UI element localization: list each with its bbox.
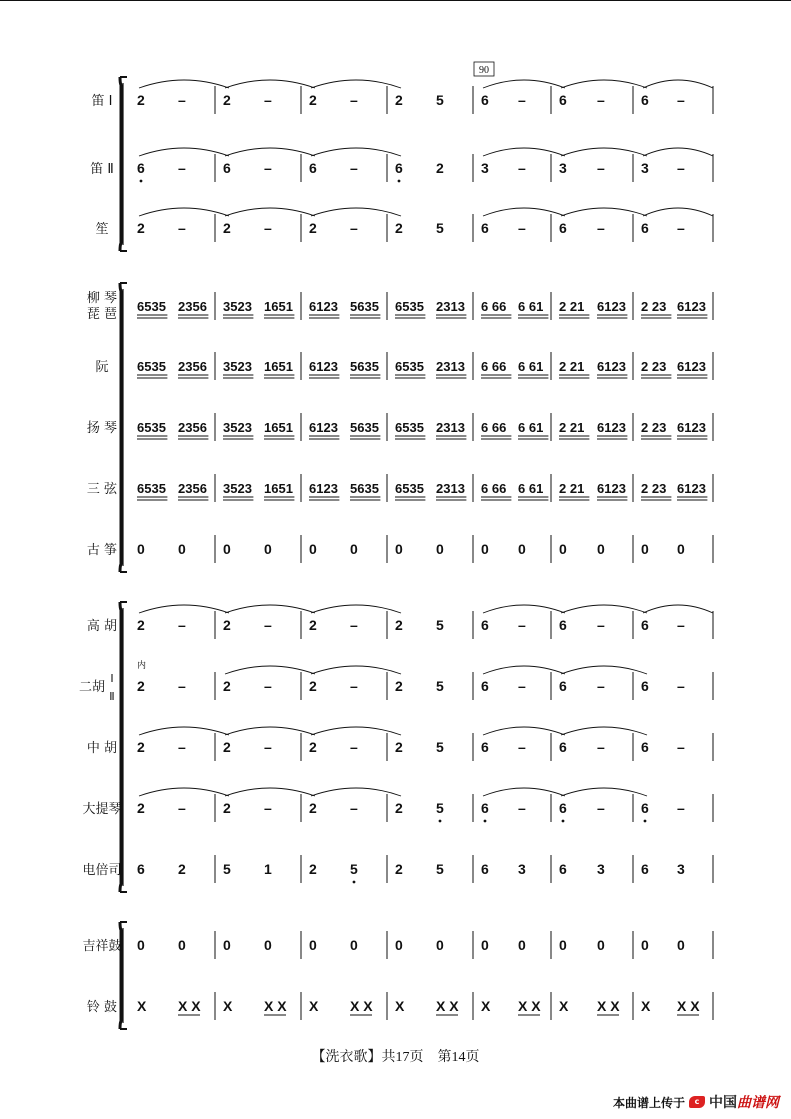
octave-dot-low bbox=[439, 820, 442, 823]
performance-annotation: 内 bbox=[137, 661, 147, 671]
note: X bbox=[395, 998, 405, 1014]
instrument-name: 古 筝 bbox=[86, 543, 118, 558]
note: 0 bbox=[178, 937, 186, 953]
tie-arc bbox=[561, 727, 647, 735]
note-group: 5635 bbox=[350, 420, 379, 435]
credit-label: 本曲谱上传于 bbox=[612, 1095, 685, 1110]
note: 0 bbox=[223, 937, 231, 953]
note: 0 bbox=[677, 541, 685, 557]
dash-extension: – bbox=[518, 160, 526, 176]
note: 3 bbox=[559, 160, 567, 176]
dash-extension: – bbox=[264, 617, 272, 633]
note: 2 bbox=[137, 220, 145, 236]
note: 5 bbox=[436, 861, 444, 877]
instrument-name: 琵 琶 bbox=[86, 307, 118, 322]
tie-arc bbox=[483, 148, 565, 156]
tie-arc bbox=[483, 727, 565, 735]
dash-extension: – bbox=[264, 92, 272, 108]
octave-dot-low bbox=[562, 820, 565, 823]
note: 6 bbox=[641, 617, 649, 633]
note: 0 bbox=[597, 937, 605, 953]
dash-extension: – bbox=[597, 800, 605, 816]
note: 0 bbox=[597, 541, 605, 557]
note-group: 1651 bbox=[264, 359, 293, 374]
note: 6 bbox=[137, 160, 145, 176]
note-group: 5635 bbox=[350, 359, 379, 374]
note: 2 bbox=[395, 617, 403, 633]
note-group: 6123 bbox=[677, 359, 706, 374]
note: 0 bbox=[395, 541, 403, 557]
note: 5 bbox=[223, 861, 231, 877]
note-group: 6123 bbox=[309, 359, 338, 374]
note-group: 2 23 bbox=[641, 359, 667, 374]
note: 5 bbox=[436, 617, 444, 633]
note-group: 1651 bbox=[264, 420, 293, 435]
tie-arc bbox=[643, 605, 713, 613]
note: 2 bbox=[309, 92, 317, 108]
dash-extension: – bbox=[178, 160, 186, 176]
dash-extension: – bbox=[597, 92, 605, 108]
note: 0 bbox=[436, 541, 444, 557]
instrument-name-sub: Ⅱ bbox=[109, 691, 115, 703]
note: 2 bbox=[309, 678, 317, 694]
note-group: 6535 bbox=[395, 481, 424, 496]
tie-arc bbox=[561, 666, 647, 674]
note-group: 5635 bbox=[350, 299, 379, 314]
note: 6 bbox=[641, 861, 649, 877]
note: 6 bbox=[559, 220, 567, 236]
octave-dot-low bbox=[140, 180, 143, 183]
note-group: 2356 bbox=[178, 420, 207, 435]
note: 6 bbox=[481, 617, 489, 633]
note: 5 bbox=[436, 92, 444, 108]
note-group: 6535 bbox=[395, 359, 424, 374]
instrument-name: 笙 bbox=[95, 222, 109, 237]
note: 2 bbox=[223, 739, 231, 755]
note: 0 bbox=[223, 541, 231, 557]
note: 6 bbox=[641, 92, 649, 108]
note: X bbox=[309, 998, 319, 1014]
note: 2 bbox=[395, 800, 403, 816]
note-group: 6123 bbox=[309, 420, 338, 435]
note: 2 bbox=[309, 617, 317, 633]
dash-extension: – bbox=[264, 678, 272, 694]
dash-extension: – bbox=[264, 800, 272, 816]
note: 6 bbox=[559, 678, 567, 694]
note: 6 bbox=[481, 861, 489, 877]
note-group: 2313 bbox=[436, 299, 465, 314]
note: 0 bbox=[436, 937, 444, 953]
instrument-name: 阮 bbox=[95, 360, 109, 375]
note-group: 2356 bbox=[178, 359, 207, 374]
dash-extension: – bbox=[518, 617, 526, 633]
note-group: 2313 bbox=[436, 481, 465, 496]
note: 6 bbox=[641, 739, 649, 755]
dash-extension: – bbox=[178, 617, 186, 633]
note: 0 bbox=[264, 937, 272, 953]
instrument-name: 笛 Ⅰ bbox=[91, 94, 113, 109]
note: 3 bbox=[481, 160, 489, 176]
note-group: 2 23 bbox=[641, 420, 667, 435]
note-group: 6123 bbox=[309, 481, 338, 496]
note: 6 bbox=[223, 160, 231, 176]
note: 6 bbox=[481, 92, 489, 108]
dash-extension: – bbox=[597, 617, 605, 633]
instrument-name: 扬 琴 bbox=[86, 421, 118, 436]
instrument-name: 中 胡 bbox=[86, 741, 118, 756]
note: 6 bbox=[559, 861, 567, 877]
note-group: 3523 bbox=[223, 481, 252, 496]
note: 0 bbox=[518, 541, 526, 557]
note-group: 2 21 bbox=[559, 299, 585, 314]
dash-extension: – bbox=[178, 800, 186, 816]
note: 2 bbox=[137, 678, 145, 694]
note: 0 bbox=[481, 541, 489, 557]
note-group: 1651 bbox=[264, 481, 293, 496]
note-group: 6123 bbox=[309, 299, 338, 314]
note-group: 6 61 bbox=[518, 481, 544, 496]
dash-extension: – bbox=[597, 739, 605, 755]
note: 2 bbox=[223, 92, 231, 108]
dash-extension: – bbox=[677, 160, 685, 176]
note: 6 bbox=[481, 800, 489, 816]
note-group: 6535 bbox=[137, 481, 166, 496]
note: 6 bbox=[481, 739, 489, 755]
note: 0 bbox=[309, 937, 317, 953]
note-group: 6123 bbox=[597, 299, 626, 314]
note-group: 6 61 bbox=[518, 420, 544, 435]
note: 2 bbox=[223, 220, 231, 236]
note: 6 bbox=[309, 160, 317, 176]
octave-dot-low bbox=[484, 820, 487, 823]
dash-extension: – bbox=[518, 678, 526, 694]
dash-extension: – bbox=[518, 92, 526, 108]
dash-extension: – bbox=[350, 617, 358, 633]
note: 2 bbox=[309, 861, 317, 877]
note: 0 bbox=[559, 541, 567, 557]
note-group: 6 61 bbox=[518, 299, 544, 314]
note: 6 bbox=[481, 678, 489, 694]
note: 2 bbox=[395, 739, 403, 755]
dash-extension: – bbox=[677, 678, 685, 694]
note-group: 6535 bbox=[137, 420, 166, 435]
instrument-name: 铃 鼓 bbox=[86, 1000, 118, 1015]
note-group: 2356 bbox=[178, 481, 207, 496]
site-logo-text: 中国曲谱网 bbox=[709, 1095, 779, 1111]
note-group: 2 23 bbox=[641, 481, 667, 496]
note-group: 3523 bbox=[223, 359, 252, 374]
note: X bbox=[223, 998, 233, 1014]
note-group: 6 66 bbox=[481, 481, 507, 496]
note-group: 1651 bbox=[264, 299, 293, 314]
note-group: 6 66 bbox=[481, 359, 507, 374]
note-group: 6535 bbox=[137, 359, 166, 374]
octave-dot-low bbox=[398, 180, 401, 183]
note-group: 6123 bbox=[677, 420, 706, 435]
note: 5 bbox=[436, 220, 444, 236]
note-group: 3523 bbox=[223, 299, 252, 314]
tie-arc bbox=[561, 208, 647, 216]
note: 3 bbox=[597, 861, 605, 877]
note-group: 2356 bbox=[178, 299, 207, 314]
note: 0 bbox=[641, 541, 649, 557]
octave-dot-low bbox=[644, 820, 647, 823]
note-group: 2313 bbox=[436, 420, 465, 435]
dash-extension: – bbox=[518, 220, 526, 236]
dash-extension: – bbox=[350, 678, 358, 694]
note: 0 bbox=[264, 541, 272, 557]
instrument-name: 三 弦 bbox=[86, 482, 118, 497]
note: 2 bbox=[395, 861, 403, 877]
note-group: 6123 bbox=[677, 481, 706, 496]
note: X X bbox=[350, 998, 373, 1014]
note-group: 2 21 bbox=[559, 420, 585, 435]
note: 2 bbox=[395, 220, 403, 236]
note: 3 bbox=[677, 861, 685, 877]
note: 2 bbox=[436, 160, 444, 176]
note: X bbox=[481, 998, 491, 1014]
note: 0 bbox=[677, 937, 685, 953]
note-group: 6123 bbox=[597, 420, 626, 435]
dash-extension: – bbox=[350, 92, 358, 108]
dash-extension: – bbox=[350, 160, 358, 176]
tie-arc bbox=[561, 605, 647, 613]
dash-extension: – bbox=[178, 220, 186, 236]
note: 0 bbox=[309, 541, 317, 557]
note: 6 bbox=[641, 220, 649, 236]
tie-arc bbox=[643, 208, 713, 216]
instrument-name: 吉祥鼓 bbox=[82, 939, 122, 954]
note: 0 bbox=[518, 937, 526, 953]
note: 5 bbox=[350, 861, 358, 877]
instrument-name: 电倍司 bbox=[82, 863, 122, 878]
note: 0 bbox=[481, 937, 489, 953]
note: 0 bbox=[395, 937, 403, 953]
note: 0 bbox=[178, 541, 186, 557]
dash-extension: – bbox=[178, 92, 186, 108]
dash-extension: – bbox=[350, 739, 358, 755]
instrument-name-sub: Ⅰ bbox=[110, 673, 114, 685]
note: 2 bbox=[137, 800, 145, 816]
system-bracket bbox=[120, 77, 121, 251]
instrument-name: 高 胡 bbox=[86, 619, 118, 634]
note: 0 bbox=[641, 937, 649, 953]
dash-extension: – bbox=[264, 739, 272, 755]
note: 3 bbox=[518, 861, 526, 877]
note: 6 bbox=[559, 739, 567, 755]
note: 6 bbox=[641, 678, 649, 694]
note: 2 bbox=[223, 800, 231, 816]
dash-extension: – bbox=[178, 678, 186, 694]
note-group: 5635 bbox=[350, 481, 379, 496]
note: X X bbox=[518, 998, 541, 1014]
tie-arc bbox=[561, 788, 647, 796]
note: X bbox=[559, 998, 569, 1014]
upload-credit bbox=[613, 1092, 779, 1112]
dash-extension: – bbox=[350, 220, 358, 236]
note: 2 bbox=[137, 92, 145, 108]
note: 0 bbox=[350, 541, 358, 557]
octave-dot-low bbox=[353, 881, 356, 884]
dash-extension: – bbox=[264, 220, 272, 236]
note: 6 bbox=[395, 160, 403, 176]
note-group: 6123 bbox=[597, 359, 626, 374]
instrument-name: 柳 琴 bbox=[86, 291, 118, 306]
note: 2 bbox=[395, 678, 403, 694]
dash-extension: – bbox=[264, 160, 272, 176]
dash-extension: – bbox=[350, 800, 358, 816]
note-group: 6 61 bbox=[518, 359, 544, 374]
note-group: 6535 bbox=[137, 299, 166, 314]
note: 6 bbox=[137, 861, 145, 877]
note-group: 6 66 bbox=[481, 420, 507, 435]
note: X X bbox=[264, 998, 287, 1014]
note: X X bbox=[436, 998, 459, 1014]
tie-arc bbox=[561, 148, 647, 156]
note: 5 bbox=[436, 739, 444, 755]
note-group: 6123 bbox=[597, 481, 626, 496]
note-group: 6535 bbox=[395, 420, 424, 435]
note-group: 2 21 bbox=[559, 481, 585, 496]
page-footer: 【洗衣歌】共17页 第14页 bbox=[311, 1050, 480, 1065]
system-bracket bbox=[120, 602, 121, 892]
note: 6 bbox=[559, 800, 567, 816]
note-group: 6123 bbox=[677, 299, 706, 314]
note: 0 bbox=[137, 541, 145, 557]
note-group: 6 66 bbox=[481, 299, 507, 314]
dash-extension: – bbox=[518, 739, 526, 755]
dash-extension: – bbox=[178, 739, 186, 755]
dash-extension: – bbox=[597, 678, 605, 694]
note: 6 bbox=[641, 800, 649, 816]
instrument-name: 笛 Ⅱ bbox=[90, 162, 114, 177]
note: X bbox=[641, 998, 651, 1014]
instrument-name: 二胡 bbox=[78, 680, 106, 695]
note: 0 bbox=[350, 937, 358, 953]
note: 2 bbox=[137, 739, 145, 755]
tie-arc bbox=[483, 605, 565, 613]
note-group: 2313 bbox=[436, 359, 465, 374]
dash-extension: – bbox=[677, 800, 685, 816]
note: 5 bbox=[436, 678, 444, 694]
tie-arc bbox=[483, 666, 565, 674]
dash-extension: – bbox=[677, 739, 685, 755]
dash-extension: – bbox=[677, 92, 685, 108]
system-bracket bbox=[120, 283, 121, 572]
note: 2 bbox=[395, 92, 403, 108]
tie-arc bbox=[643, 80, 713, 88]
tie-arc bbox=[483, 208, 565, 216]
note-group: 6535 bbox=[395, 299, 424, 314]
rehearsal-mark: 90 bbox=[479, 65, 489, 76]
note: 2 bbox=[223, 617, 231, 633]
dash-extension: – bbox=[677, 617, 685, 633]
dash-extension: – bbox=[597, 220, 605, 236]
note: 0 bbox=[559, 937, 567, 953]
dash-extension: – bbox=[677, 220, 685, 236]
note: 5 bbox=[436, 800, 444, 816]
dash-extension: – bbox=[597, 160, 605, 176]
note: X X bbox=[597, 998, 620, 1014]
instrument-name: 大提琴 bbox=[82, 802, 122, 817]
note: 2 bbox=[309, 739, 317, 755]
note: X bbox=[137, 998, 147, 1014]
note: 6 bbox=[559, 92, 567, 108]
dash-extension: – bbox=[518, 800, 526, 816]
site-logo-icon: c bbox=[689, 1096, 705, 1108]
note: X X bbox=[677, 998, 700, 1014]
note: 6 bbox=[559, 617, 567, 633]
note-group: 2 23 bbox=[641, 299, 667, 314]
note: 2 bbox=[137, 617, 145, 633]
note: 6 bbox=[481, 220, 489, 236]
note-group: 3523 bbox=[223, 420, 252, 435]
note: 0 bbox=[137, 937, 145, 953]
note: 2 bbox=[309, 220, 317, 236]
note: 2 bbox=[178, 861, 186, 877]
tie-arc bbox=[643, 148, 713, 156]
tie-arc bbox=[483, 80, 565, 88]
tie-arc bbox=[483, 788, 565, 796]
note: 3 bbox=[641, 160, 649, 176]
note: 2 bbox=[309, 800, 317, 816]
note: 2 bbox=[223, 678, 231, 694]
tie-arc bbox=[561, 80, 647, 88]
note: 1 bbox=[264, 861, 272, 877]
note-group: 2 21 bbox=[559, 359, 585, 374]
note: X X bbox=[178, 998, 201, 1014]
